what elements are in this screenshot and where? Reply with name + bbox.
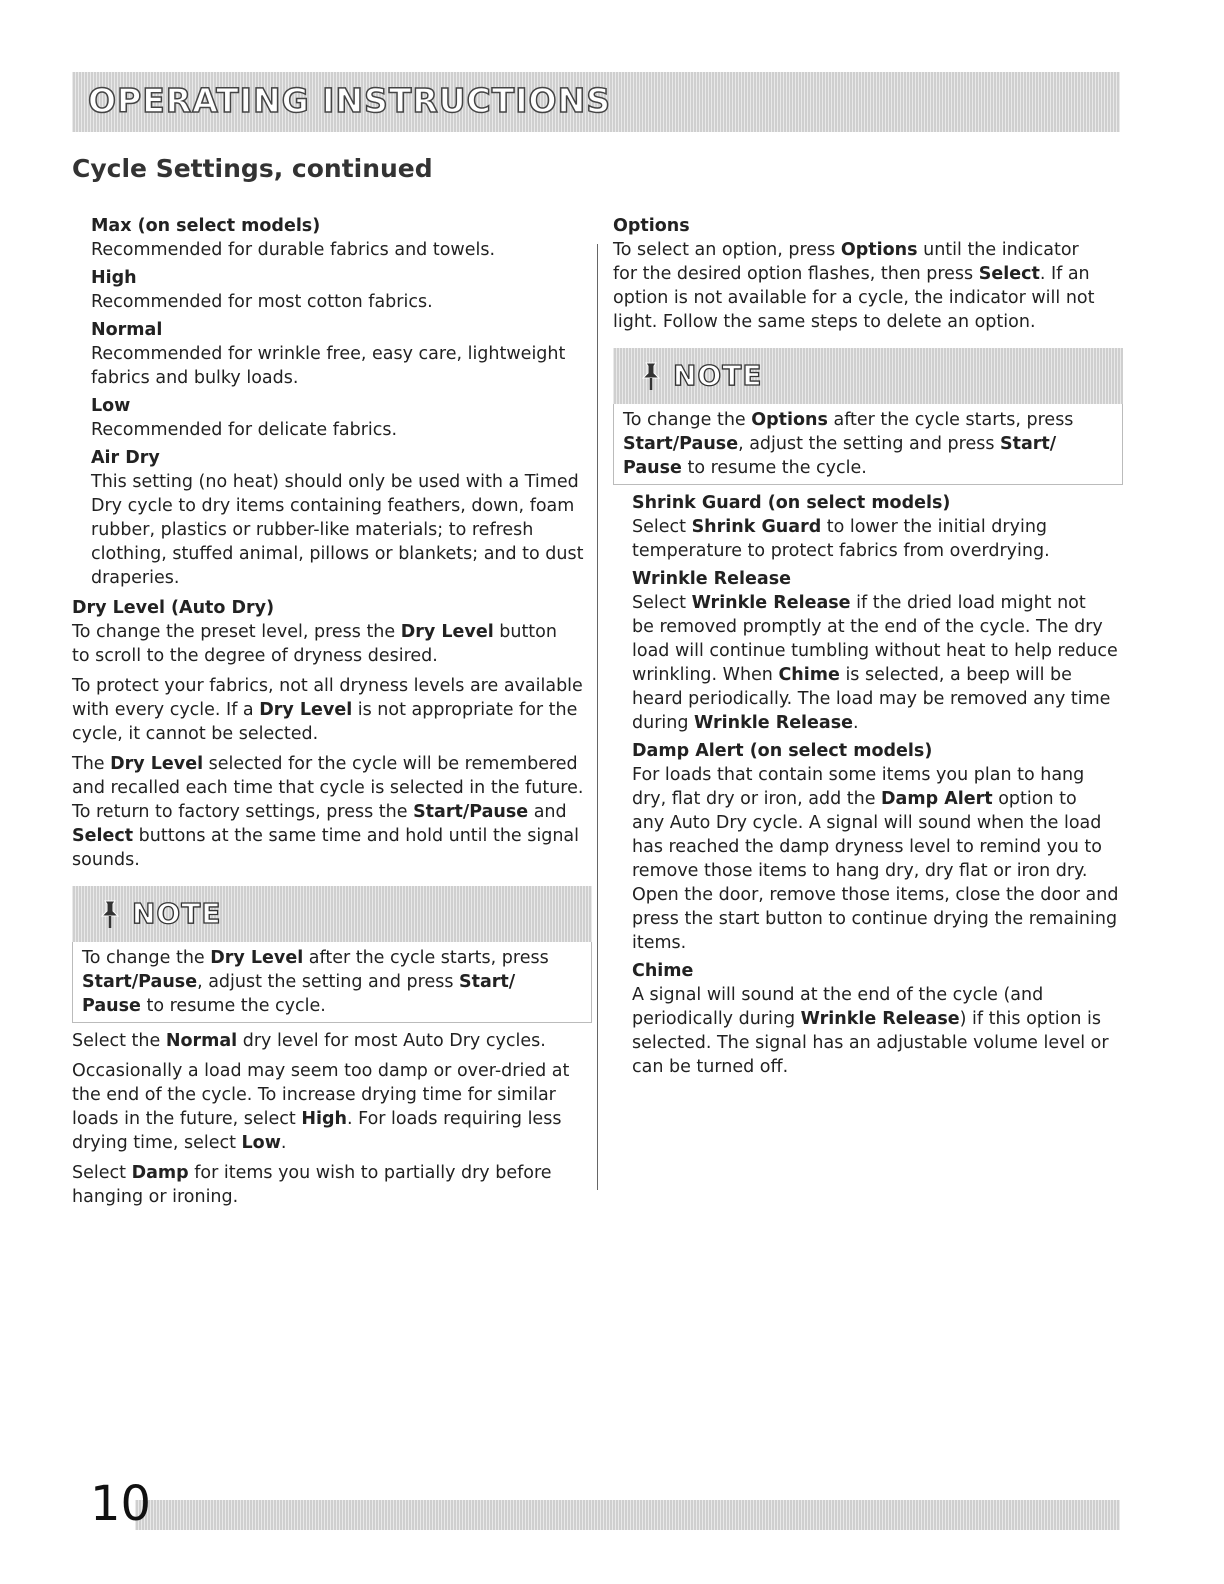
dry-level-heading: Dry Level (Auto Dry) <box>72 598 275 618</box>
air-dry-text: This setting (no heat) should only be used with a Timed Dry cycle to dry items containing feathers, down, foam rubber, plastics or rubber-like materials; to refresh clothing, stuffed animal, pillows or blankets; and to dust draperies. <box>91 472 584 588</box>
wrinkle-release-text: Select Wrinkle Release if the dried load might not be removed promptly at the end of the cycle. The dry load will continue tumbling without heat to help reduce wrinkling. When Chime is selected, a beep will be heard periodically. The load may be removed any time during Wrinkle Release. <box>632 593 1118 733</box>
low-heading: Low <box>91 396 131 416</box>
header-banner <box>72 72 1120 132</box>
adjust-drying-text: Occasionally a load may seem too damp or over-dried at the end of the cycle. To increase drying time for similar loads in the future, select High. For loads requiring less drying time, select Low. <box>72 1061 570 1153</box>
shrink-guard-text: Select Shrink Guard to lower the initial drying temperature to protect fabrics from overdrying. <box>632 517 1050 561</box>
damp-text: Select Damp for items you wish to partially dry before hanging or ironing. <box>72 1163 552 1207</box>
left-column <box>72 214 592 1209</box>
note-header <box>72 886 592 942</box>
dry-level-section <box>72 596 592 872</box>
right-column <box>613 214 1123 1079</box>
normal-heading: Normal <box>91 320 163 340</box>
shrink-guard-section <box>613 491 1123 563</box>
pushpin-icon <box>96 898 124 930</box>
max-heading: Max (on select models) <box>91 216 321 236</box>
options-section <box>613 214 1123 334</box>
note-header <box>613 348 1123 404</box>
dry-level-para-2: To protect your fabrics, not all dryness levels are available with every cycle. If a Dry Level is not appropriate for the cycle, it cannot be selected. <box>72 676 583 744</box>
damp-alert-text: For loads that contain some items you plan to hang dry, flat dry or iron, add the Damp Alert option to any Auto Dry cycle. A signal will sound when the load has reached the damp dryness level to remind you to remove those items to hang dry, dry flat or iron dry. Open the door, remove those items, close the door and press the start button to continue drying the remaining items. <box>632 765 1119 953</box>
air-dry-setting <box>72 446 592 590</box>
high-text: Recommended for most cotton fabrics. <box>91 292 433 312</box>
low-setting <box>72 394 592 442</box>
pushpin-icon <box>637 360 665 392</box>
page-footer <box>60 1478 1120 1530</box>
section-title: Cycle Settings, continued <box>72 154 433 183</box>
note-text: To change the Dry Level after the cycle starts, press Start/Pause, adjust the setting and press Start/ Pause to resume the cycle. <box>72 942 592 1023</box>
normal-recommendation: Select the Normal dry level for most Auto Dry cycles. <box>72 1031 546 1051</box>
normal-text: Recommended for wrinkle free, easy care, lightweight fabrics and bulky loads. <box>91 344 566 388</box>
high-heading: High <box>91 268 137 288</box>
options-note <box>613 348 1123 485</box>
dry-level-note <box>72 886 592 1023</box>
shrink-guard-heading: Shrink Guard (on select models) <box>632 493 951 513</box>
normal-setting <box>72 318 592 390</box>
wrinkle-release-heading: Wrinkle Release <box>632 569 791 589</box>
dry-level-para-1: To change the preset level, press the Dry Level button to scroll to the degree of dryness desired. <box>72 622 557 666</box>
options-text: To select an option, press Options until the indicator for the desired option flashes, then press Select. If an option is not available for a cycle, the indicator will not light. Follow the same steps to delete an option. <box>613 240 1095 332</box>
low-text: Recommended for delicate fabrics. <box>91 420 398 440</box>
wrinkle-release-section <box>613 567 1123 735</box>
page-number: 10 <box>90 1476 152 1532</box>
high-setting <box>72 266 592 314</box>
options-heading: Options <box>613 216 690 236</box>
damp-alert-heading: Damp Alert (on select models) <box>632 741 933 761</box>
note-title: NOTE <box>132 897 222 930</box>
air-dry-heading: Air Dry <box>91 448 160 468</box>
chime-text: A signal will sound at the end of the cycle (and periodically during Wrinkle Release) if this option is selected. The signal has an adjustable volume level or can be turned off. <box>632 985 1109 1077</box>
max-text: Recommended for durable fabrics and towels. <box>91 240 496 260</box>
max-setting <box>72 214 592 262</box>
footer-bar <box>135 1500 1120 1530</box>
damp-alert-section <box>613 739 1123 955</box>
dry-level-para-3: The Dry Level selected for the cycle will be remembered and recalled each time that cycle is selected in the future. To return to factory settings, press the Start/Pause and Select buttons at the same time and hold until the signal sounds. <box>72 754 584 870</box>
chime-section <box>613 959 1123 1079</box>
column-divider <box>597 244 598 1190</box>
chime-heading: Chime <box>632 961 694 981</box>
note-title: NOTE <box>673 359 763 392</box>
page-header-title: OPERATING INSTRUCTIONS <box>88 81 611 120</box>
note-text: To change the Options after the cycle starts, press Start/Pause, adjust the setting and press Start/ Pause to resume the cycle. <box>613 404 1123 485</box>
